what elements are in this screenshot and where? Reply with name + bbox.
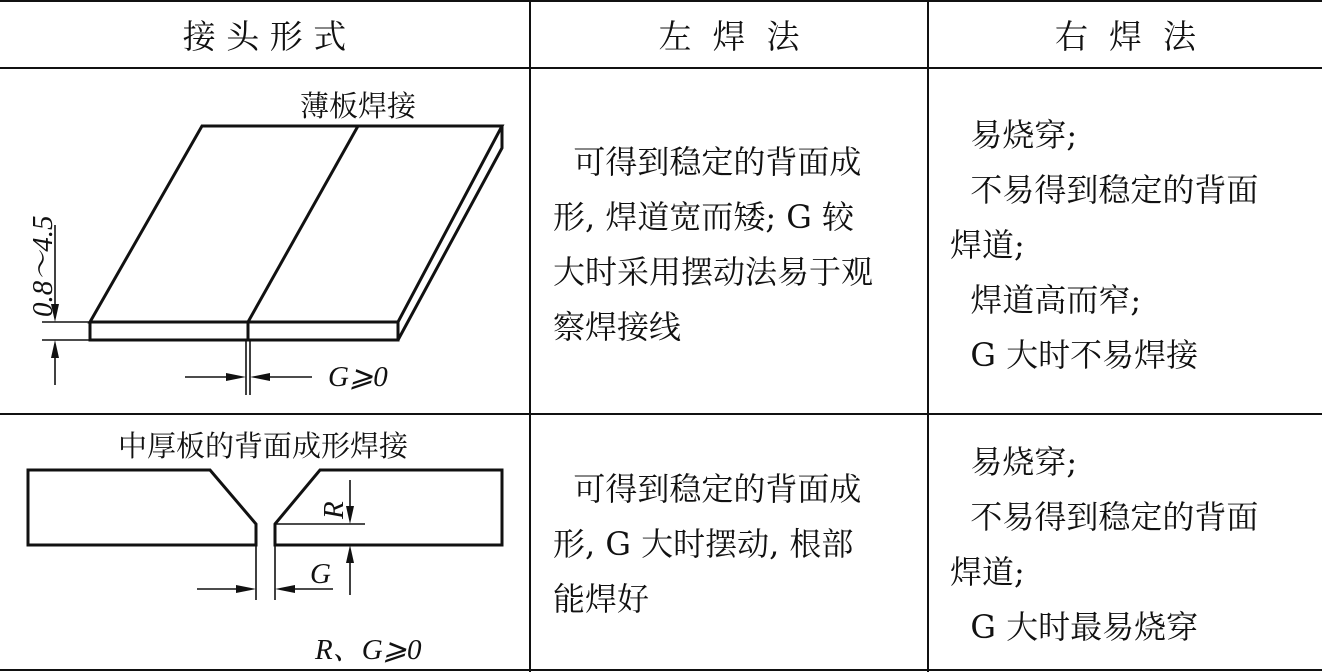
gap2-arrowhead-left [236, 585, 256, 593]
left-plate [28, 470, 256, 545]
row1-left-method-text: 可得到稳定的背面成 形, 焊道宽而矮; G 较 大时采用摆动法易于观 察焊接线 [553, 143, 874, 346]
row1-right-method-text: 易烧穿; 不易得到稳定的背面 焊道; 焊道高而窄; G 大时不易焊接 [950, 116, 1259, 374]
header-left-method: 左 焊 法 [658, 16, 800, 56]
right-plate [275, 470, 502, 545]
thin-plate-title: 薄板焊接 [300, 89, 417, 123]
thick-plate-diagram [0, 0, 529, 672]
row2-right-method-text: 易烧穿; 不易得到稳定的背面 焊道; G 大时最易烧穿 [950, 443, 1259, 646]
gap2-arrowhead-right [275, 585, 295, 593]
column-divider-2 [927, 0, 929, 672]
root-face-label: R [318, 501, 350, 519]
thick-gap-label: G [310, 558, 331, 590]
condition-label: R、G⩾0 [315, 634, 422, 666]
root-arrowhead-bottom [346, 545, 354, 563]
row2-left-method-text: 可得到稳定的背面成 形, G 大时摆动, 根部 能焊好 [553, 470, 862, 618]
column-divider-1 [529, 0, 531, 672]
thin-gap-label: G⩾0 [328, 361, 388, 393]
thick-plate-title: 中厚板的背面成形焊接 [118, 429, 409, 463]
thickness-dimension-label: 0.8～4.5 [27, 215, 59, 317]
header-right-method: 右 焊 法 [1055, 16, 1196, 56]
header-joint-type: 接 头 形 式 [182, 16, 347, 56]
